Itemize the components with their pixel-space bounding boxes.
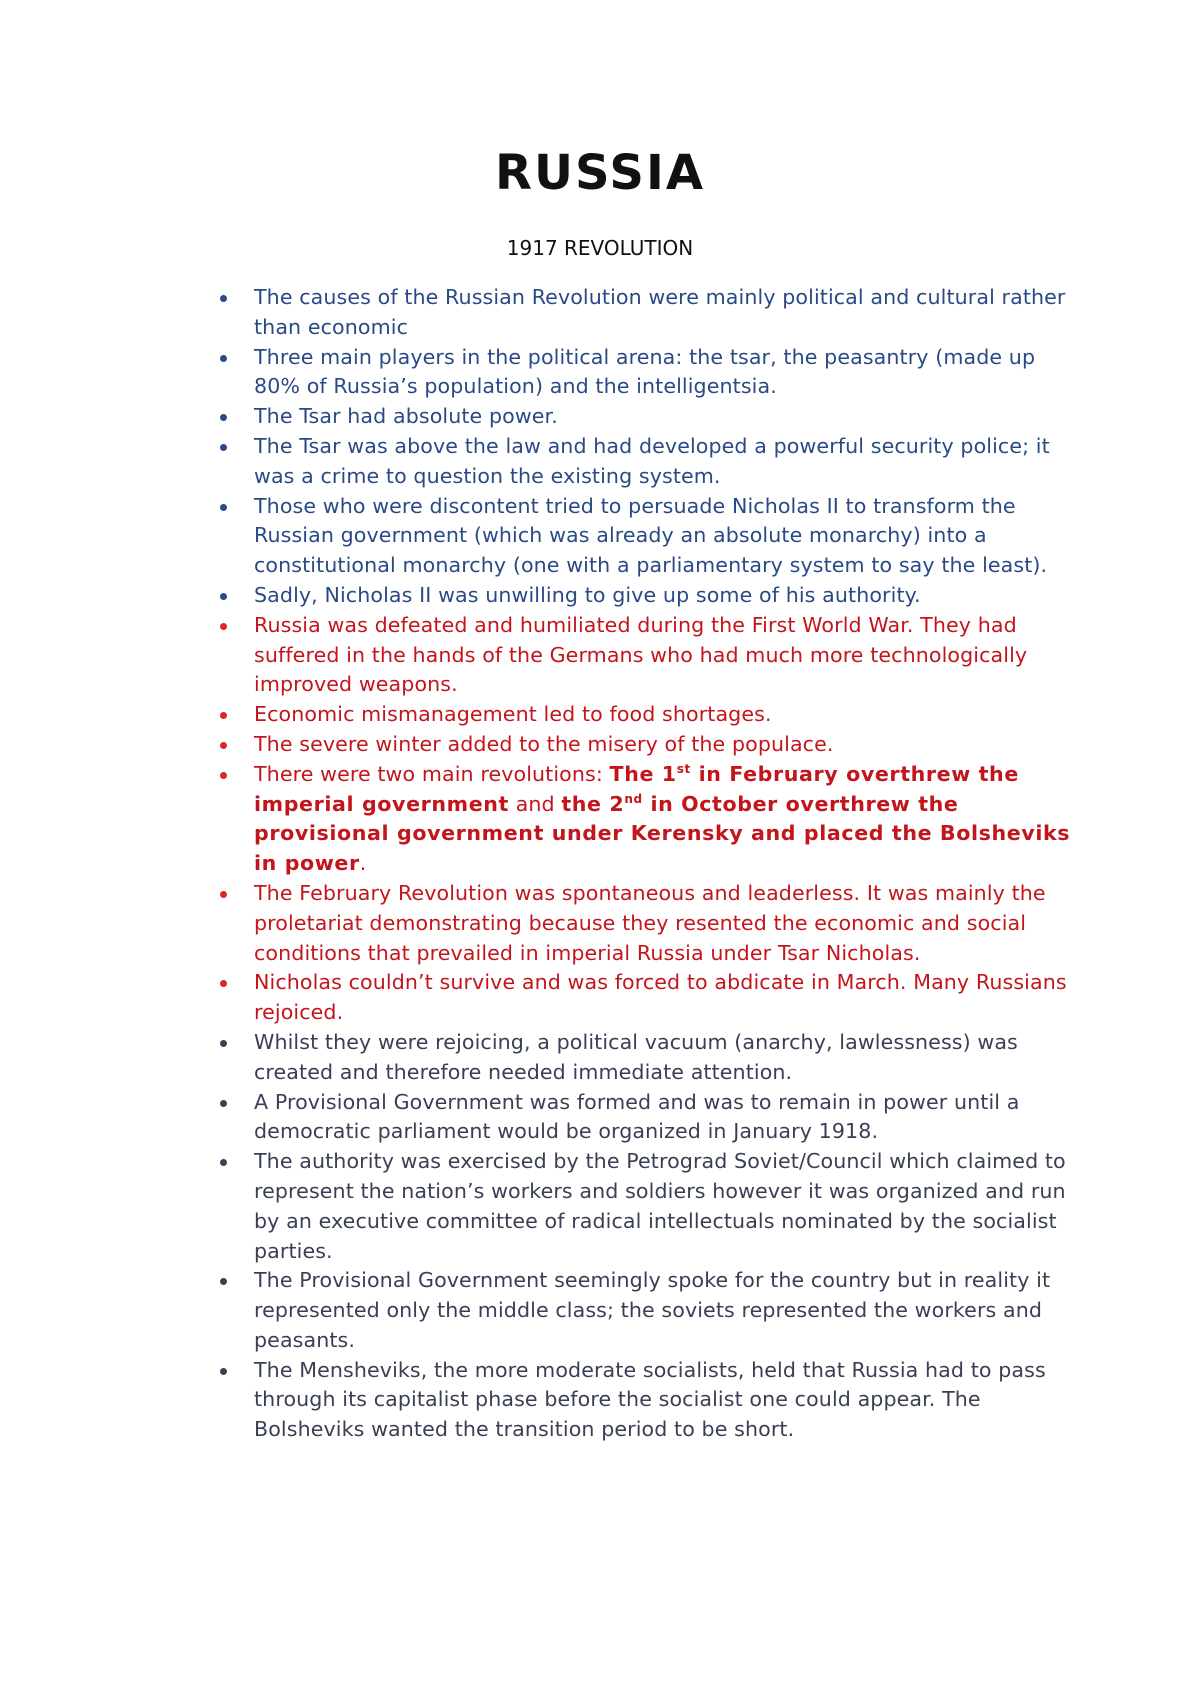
bullet-dot-icon <box>220 980 227 987</box>
bullet-text: Whilst they were rejoicing, a political vacuum (anarchy, lawlessness) was created and therefore needed immediate attention. <box>254 1029 1018 1084</box>
bullet-dot-icon <box>220 1368 227 1375</box>
bullet-dot-icon <box>220 772 227 779</box>
bullet-item <box>254 968 1084 1028</box>
bullet-text: The severe winter added to the misery of the populace. <box>254 731 834 756</box>
bullet-text-part: . <box>359 851 367 876</box>
bullet-text: Those who were discontent tried to persuade Nicholas II to transform the Russian government (which was already an absolute monarchy) into a constitutional monarchy (one with a parliamentary system to say the least). <box>254 493 1048 578</box>
bullet-item <box>254 879 1084 968</box>
bullet-item <box>254 283 1084 343</box>
bullet-item <box>254 1088 1084 1148</box>
bullet-item <box>254 492 1084 581</box>
bullet-item <box>254 1356 1084 1445</box>
bullet-dot-icon <box>220 742 227 749</box>
bullet-text: Nicholas couldn’t survive and was forced to abdicate in March. Many Russians rejoiced. <box>254 970 1067 1025</box>
bullet-item <box>254 700 1084 730</box>
bullet-text: Russia was defeated and humiliated during the First World War. They had suffered in the hands of the Germans who had much more technologically improved weapons. <box>254 612 1028 697</box>
superscript: st <box>676 761 691 776</box>
bullet-dot-icon <box>220 1278 227 1285</box>
bullet-list <box>254 283 1084 1445</box>
bullet-text: The Provisional Government seemingly spoke for the country but in reality it represented only the middle class; the soviets represented the workers and peasants. <box>254 1268 1051 1352</box>
bullet-dot-icon <box>220 295 227 302</box>
bullet-dot-icon <box>220 504 227 511</box>
bullet-text: Three main players in the political arena: the tsar, the peasantry (made up 80% of Russia’s population) and the intelligentsia. <box>254 344 1036 399</box>
bullet-dot-icon <box>220 623 227 630</box>
bullet-text: The February Revolution was spontaneous and leaderless. It was mainly the proletariat demonstrating because they resented the economic and social conditions that prevailed in imperial Russia under Tsar Nicholas. <box>254 880 1046 965</box>
bullet-item <box>254 343 1084 403</box>
superscript: nd <box>624 791 643 806</box>
document-subtitle: 1917 REVOLUTION <box>506 236 694 260</box>
bullet-text: A Provisional Government was formed and was to remain in power until a democratic parliament would be organized in January 1918. <box>254 1089 1020 1144</box>
bullet-text: The Tsar had absolute power. <box>254 404 558 429</box>
bullet-item <box>254 581 1084 611</box>
bullet-item <box>254 1147 1084 1266</box>
bullet-dot-icon <box>220 593 227 600</box>
bullet-dot-icon <box>220 1040 227 1047</box>
bullet-dot-icon <box>220 414 227 421</box>
bullet-bold-text <box>677 762 691 786</box>
bullet-text: The Mensheviks, the more moderate socialists, held that Russia had to pass through its capitalist phase before the socialist one could appear. The Bolsheviks wanted the transition period to be short. <box>254 1357 1046 1442</box>
bullet-item <box>254 611 1084 700</box>
bullet-item <box>254 1028 1084 1088</box>
bullet-text-part: and <box>509 791 562 816</box>
bullet-dot-icon <box>220 444 227 451</box>
bullet-dot-icon <box>220 712 227 719</box>
bullet-bold-text: The 1 <box>609 761 677 786</box>
bullet-text: The Tsar was above the law and had developed a powerful security police; it was a crime to question the existing system. <box>254 433 1050 488</box>
bullet-text-part: There were two main revolutions: <box>254 761 610 786</box>
bullet-bold-text: in October overthrew the provisional government under Kerensky and placed the Bolsheviks in power <box>254 791 1071 876</box>
bullet-item <box>254 1266 1084 1355</box>
bullet-bold-text <box>624 792 642 816</box>
bullet-text: The causes of the Russian Revolution were mainly political and cultural rather than economic <box>254 285 1066 339</box>
bullet-dot-icon <box>220 1100 227 1107</box>
document-title: RUSSIA <box>495 145 705 201</box>
bullet-dot-icon <box>220 891 227 898</box>
bullet-text: Economic mismanagement led to food shortages. <box>254 702 772 727</box>
bullet-item <box>254 402 1084 432</box>
bullet-dot-icon <box>220 355 227 362</box>
bullet-item <box>254 432 1084 492</box>
bullet-text: Sadly, Nicholas II was unwilling to give up some of his authority. <box>254 582 921 607</box>
bullet-bold-text: the 2 <box>561 791 625 816</box>
bullet-item <box>254 730 1084 760</box>
bullet-dot-icon <box>220 1159 227 1166</box>
bullet-item <box>254 760 1084 879</box>
bullet-text: The authority was exercised by the Petrograd Soviet/Council which claimed to represent the nation’s workers and soldiers however it was organized and run by an executive committee of radical intellectuals nominated by the socialist parties. <box>254 1149 1066 1263</box>
bullet-bold-text: in February overthrew the imperial government <box>254 761 1019 816</box>
